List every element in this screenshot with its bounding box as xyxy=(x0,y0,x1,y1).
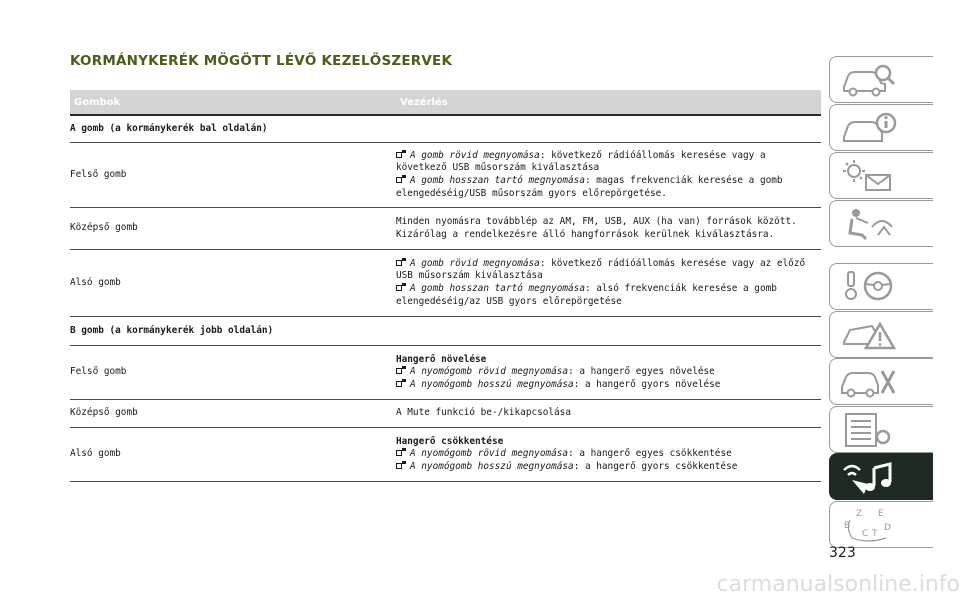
button-press-icon xyxy=(396,366,407,375)
key-steering-wheel-icon xyxy=(838,268,898,306)
control-description xyxy=(396,436,821,474)
action-text: : magas frekvenciák keresése a gomb elengedéséig/USB műsorszám gyors előrepörgetése. xyxy=(396,175,783,199)
action-name: A gomb hosszan tartó megnyomása xyxy=(410,175,585,186)
chapter-tab-dashboard[interactable] xyxy=(829,152,933,199)
button-press-icon xyxy=(396,461,407,470)
chapter-tab-starting-driving[interactable] xyxy=(829,263,933,310)
section-label: B gomb (a kormánykerék jobb oldalán) xyxy=(70,324,274,336)
list-item xyxy=(396,366,821,379)
car-search-icon xyxy=(838,61,898,99)
index-letter: Z xyxy=(856,509,863,519)
action-name: A nyomógomb hosszú megnyomása xyxy=(410,378,574,390)
table-row xyxy=(70,346,821,400)
control-description: A Mute funkció be-/kikapcsolása xyxy=(396,407,571,419)
chapter-tab-technical-data[interactable] xyxy=(829,406,933,453)
button-press-icon xyxy=(396,283,407,292)
watermark: carmanualsonline.info xyxy=(716,572,960,597)
chapter-tabs xyxy=(829,0,960,604)
button-press-icon xyxy=(396,448,407,457)
control-description xyxy=(396,258,821,308)
table-row xyxy=(70,143,821,208)
action-text: : következő rádióállomás keresése vagy a következő USB műsorszám kiválasztása xyxy=(396,149,766,174)
page-title: KORMÁNYKERÉK MÖGÖTT LÉVŐ KEZELŐSZERVEK xyxy=(70,53,453,69)
action-name: A nyomógomb rövid megnyomása xyxy=(410,448,569,460)
alphabetical-index-icon xyxy=(838,506,898,544)
button-name: Felső gomb xyxy=(70,168,127,180)
chapter-tab-safety[interactable] xyxy=(829,200,933,247)
warning-lights-icon xyxy=(838,157,898,195)
button-name: Középső gomb xyxy=(70,222,138,234)
action-text: : a hangerő gyors csökkentése xyxy=(573,460,738,472)
action-name: A gomb rövid megnyomása xyxy=(410,257,540,269)
section-row xyxy=(70,317,821,346)
car-service-tools-icon xyxy=(838,363,898,401)
control-description: Minden nyomásra továbblép az AM, FM, USB, AUX (ha van) források között. Kizárólag a rendelkezésre álló hangforrások kerülnek kiválasztásra. xyxy=(396,215,797,240)
table-row xyxy=(70,428,821,482)
action-name: A nyomógomb hosszú megnyomása xyxy=(410,460,574,472)
button-press-icon xyxy=(396,258,407,267)
list-item xyxy=(396,258,821,283)
chapter-tab-getting-to-know[interactable] xyxy=(829,104,933,151)
action-text: : a hangerő egyes csökkentése xyxy=(568,448,732,460)
control-description xyxy=(396,150,821,200)
section-row xyxy=(70,116,821,143)
table-row xyxy=(70,400,821,428)
header-buttons: Gombok xyxy=(74,96,121,108)
index-letter: B xyxy=(844,521,851,531)
action-text: : alsó frekvenciák keresése a gomb elengedéséig/az USB gyors előrepörgetése xyxy=(396,283,777,307)
chapter-tab-index[interactable] xyxy=(829,501,933,548)
chapter-tab-servicing[interactable] xyxy=(829,358,933,405)
button-name: Alsó gomb xyxy=(70,276,121,288)
car-seat-airbag-icon xyxy=(838,205,898,243)
list-item xyxy=(396,379,821,392)
chapter-tab-emergency[interactable] xyxy=(829,311,933,358)
action-text: : a hangerő gyors növelése xyxy=(573,378,721,390)
button-press-icon xyxy=(396,175,407,184)
table-row xyxy=(70,208,821,250)
button-name: Alsó gomb xyxy=(70,448,121,460)
technical-data-list-icon xyxy=(838,411,898,449)
page-number: 323 xyxy=(829,545,856,561)
button-press-icon xyxy=(396,150,407,159)
car-info-icon xyxy=(838,109,898,147)
button-name: Középső gomb xyxy=(70,407,138,419)
function-heading: Hangerő csökkentése xyxy=(396,435,504,447)
controls-table xyxy=(70,90,821,482)
list-item xyxy=(396,150,821,175)
list-item xyxy=(396,461,821,474)
car-crash-warning-icon xyxy=(838,316,898,354)
action-text: : következő rádióállomás keresése vagy az előző USB műsorszám kiválasztása xyxy=(396,257,806,282)
multimedia-note-icon xyxy=(838,458,898,496)
section-label: A gomb (a kormánykerék bal oldalán) xyxy=(70,122,268,134)
button-name: Felső gomb xyxy=(70,366,127,378)
index-letter: T xyxy=(872,529,878,539)
chapter-tab-vehicle-overview[interactable] xyxy=(829,56,933,103)
function-heading: Hangerő növelése xyxy=(396,353,487,365)
index-letter: E xyxy=(878,509,884,519)
list-item xyxy=(396,175,821,200)
control-description xyxy=(396,354,821,392)
table-row xyxy=(70,250,821,317)
action-text: : a hangerő egyes növelése xyxy=(568,366,715,378)
list-item xyxy=(396,283,821,308)
list-item xyxy=(396,448,821,461)
chapter-tab-multimedia[interactable] xyxy=(829,453,933,500)
header-control: Vezérlés xyxy=(400,96,448,108)
action-name: A nyomógomb rövid megnyomása xyxy=(410,366,569,378)
action-name: A gomb hosszan tartó megnyomása xyxy=(410,283,585,294)
index-letter: D xyxy=(884,523,891,533)
button-press-icon xyxy=(396,379,407,388)
index-letter: C xyxy=(862,529,869,539)
table-header xyxy=(70,90,821,116)
action-name: A gomb rövid megnyomása xyxy=(410,149,540,161)
